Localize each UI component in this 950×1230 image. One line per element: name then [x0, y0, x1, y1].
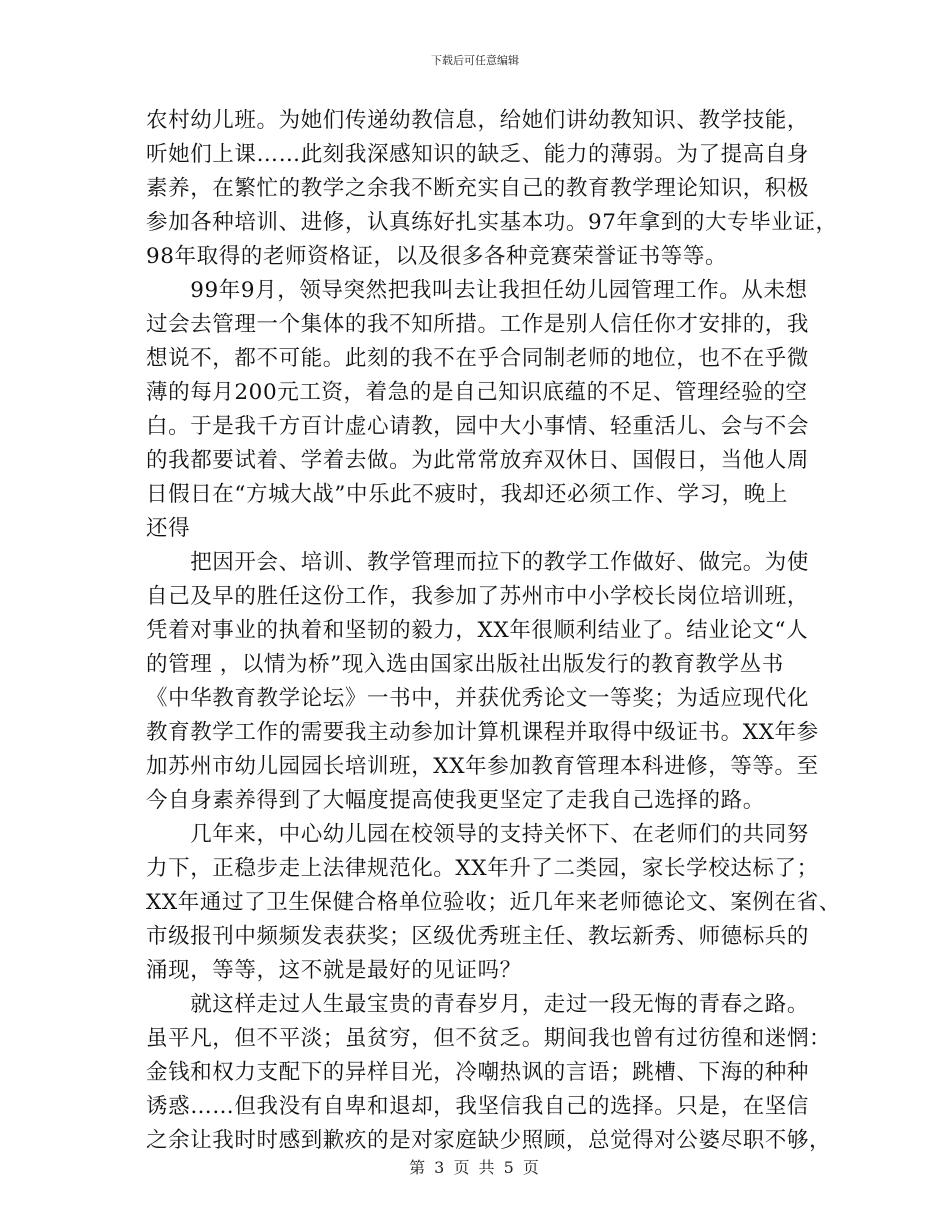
- text-line: 虽平凡，但不平淡；虽贫穷，但不贫乏。期间我也曾有过彷徨和迷惘：: [146, 1026, 832, 1051]
- text-line: 薄的每月200元工资，着急的是自己知识底蕴的不足、管理经验的空: [146, 380, 808, 405]
- text-line: 几年来，中心幼儿园在校领导的支持关怀下、在老师们的共同努: [146, 822, 810, 847]
- text-line: 力下，正稳步走上法律规范化。XX年升了二类园，家长学校达标了；: [146, 856, 819, 881]
- text-line: 还得: [146, 516, 191, 541]
- text-line: 过会去管理一个集体的我不知所措。工作是别人信任你才安排的，我: [146, 312, 810, 337]
- text-line: 自己及早的胜任这份工作，我参加了苏州市中小学校长岗位培训班，: [146, 584, 810, 609]
- text-line: 日假日在“方城大战”中乐此不疲时，我却还必须工作、学习，晚上: [146, 482, 788, 507]
- text-line: 听她们上课……此刻我深感知识的缺乏、能力的薄弱。为了提高自身: [146, 142, 810, 167]
- text-line: 99年9月，领导突然把我叫去让我担任幼儿园管理工作。从未想: [146, 278, 808, 303]
- text-line: 涌现，等等，这不就是最好的见证吗？: [146, 958, 522, 983]
- text-line: 《中华教育教学论坛》一书中，并获优秀论文一等奖；为适应现代化: [146, 686, 810, 711]
- text-line: XX年通过了卫生保健合格单位验收；近几年来老师德论文、案例在省、: [146, 890, 841, 915]
- text-line: 想说不，都不可能。此刻的我不在乎合同制老师的地位，也不在乎微: [146, 346, 810, 371]
- text-line: 把因开会、培训、教学管理而拉下的教学工作做好、做完。为使: [146, 550, 810, 575]
- text-line: 的管理 ，以情为桥”现入选由国家出版社出版发行的教育教学丛书: [146, 652, 784, 677]
- page-header: 下载后可任意编辑: [431, 54, 519, 67]
- text-line: 素养，在繁忙的教学之余我不断充实自己的教育教学理论知识，积极: [146, 176, 810, 201]
- text-line: 之余让我时时感到歉疚的是对家庭缺少照顾，总觉得对公婆尽职不够，: [146, 1128, 832, 1153]
- text-line: 的我都要试着、学着去做。为此常常放弃双休日、国假日，当他人周: [146, 448, 810, 473]
- page-number: 第 3 页 共 5 页: [409, 1158, 541, 1177]
- text-line: 教育教学工作的需要我主动参加计算机课程并取得中级证书。XX年参: [146, 720, 819, 745]
- text-line: 白。于是我千方百计虚心请教，园中大小事情、轻重活儿、会与不会: [146, 414, 810, 439]
- text-line: 金钱和权力支配下的异样目光，冷嘲热讽的言语；跳槽、下海的种种: [146, 1060, 810, 1085]
- text-line: 市级报刊中频频发表获奖；区级优秀班主任、教坛新秀、师德标兵的: [146, 924, 810, 949]
- text-line: 今自身素养得到了大幅度提高使我更坚定了走我自己选择的路。: [146, 788, 765, 813]
- text-line: 农村幼儿班。为她们传递幼教信息，给她们讲幼教知识、教学技能，: [146, 108, 810, 133]
- text-line: 参加各种培训、进修，认真练好扎实基本功。97年拿到的大专毕业证，: [146, 210, 838, 235]
- document-body: [146, 104, 841, 1158]
- text-line: 凭着对事业的执着和坚韧的毅力，XX年很顺利结业了。结业论文“人: [146, 618, 809, 643]
- text-line: 加苏州市幼儿园园长培训班，XX年参加教育管理本科进修，等等。至: [146, 754, 819, 779]
- text-line: 98年取得的老师资格证，以及很多各种竞赛荣誉证书等等。: [146, 244, 728, 269]
- text-line: 就这样走过人生最宝贵的青春岁月，走过一段无悔的青春之路。: [146, 992, 810, 1017]
- text-line: 诱惑……但我没有自卑和退却，我坚信我自己的选择。只是，在坚信: [146, 1094, 810, 1119]
